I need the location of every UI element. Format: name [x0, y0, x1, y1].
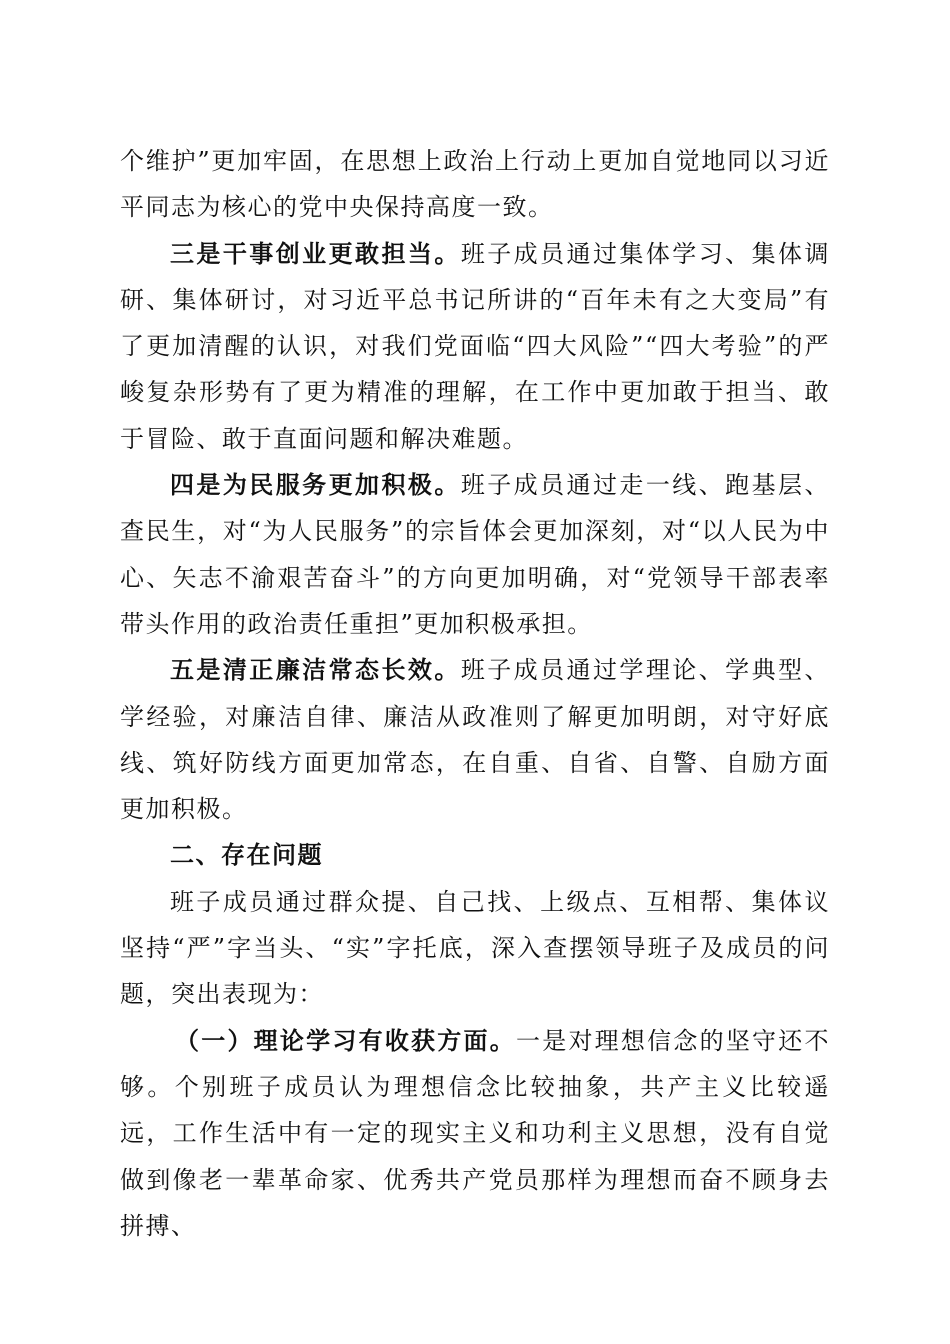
paragraph-point-four	[120, 462, 830, 647]
subsection-text: 一是对理想信念的坚守还不够。个别班子成员认为理想信念比较抽象，共产主义比较遥远，工作生活中有一定的现实主义和功利主义思想，没有自觉做到像老一辈革命家、优秀共产党员那样为理想而奋不顾身去拼搏、	[120, 1026, 831, 1240]
paragraph-text: 个维护”更加牢固，在思想上政治上行动上更加自觉地同以习近平同志为核心的党中央保持高度一致。	[120, 147, 830, 222]
paragraph-continuation	[120, 138, 830, 231]
section-intro: 班子成员通过群众提、自己找、上级点、互相帮、集体议坚持“严”字当头、“实”字托底，深入查摆领导班子及成员的问题，突出表现为：	[120, 887, 830, 1009]
paragraph-lead: 三是干事创业更敢担当。	[170, 239, 461, 268]
document-page	[120, 138, 830, 1249]
paragraph-text: 班子成员通过学理论、学典型、学经验，对廉洁自律、廉洁从政准则了解更加明朗，对守好底线、筑好防线方面更加常态，在自重、自省、自警、自励方面更加积极。	[120, 656, 830, 824]
paragraph-point-five	[120, 647, 830, 832]
paragraph-text: 班子成员通过走一线、跑基层、查民生，对“为人民服务”的宗旨体会更加深刻，对“以人民为中心、矢志不渝艰苦奋斗”的方向更加明确，对“党领导干部表率带头作用的政治责任重担”更加积极承担。	[120, 471, 830, 638]
paragraph-lead: 四是为民服务更加积极。	[170, 471, 461, 500]
subsection-theory-study	[120, 1018, 830, 1249]
paragraph-lead: 五是清正廉洁常态长效。	[170, 656, 461, 685]
section-heading: 二、存在问题	[170, 841, 323, 870]
subsection-lead: （一）理论学习有收获方面。	[175, 1026, 516, 1055]
paragraph-text: 班子成员通过集体学习、集体调研、集体研讨，对习近平总书记所讲的“百年未有之大变局”有了更加清醒的认识，对我们党面临“四大风险”“四大考验”的严峻复杂形势有了更为精准的理解，在工作中更加敢于担当、敢于冒险、敢于直面问题和解决难题。	[120, 239, 830, 453]
paragraph-point-three	[120, 231, 830, 462]
